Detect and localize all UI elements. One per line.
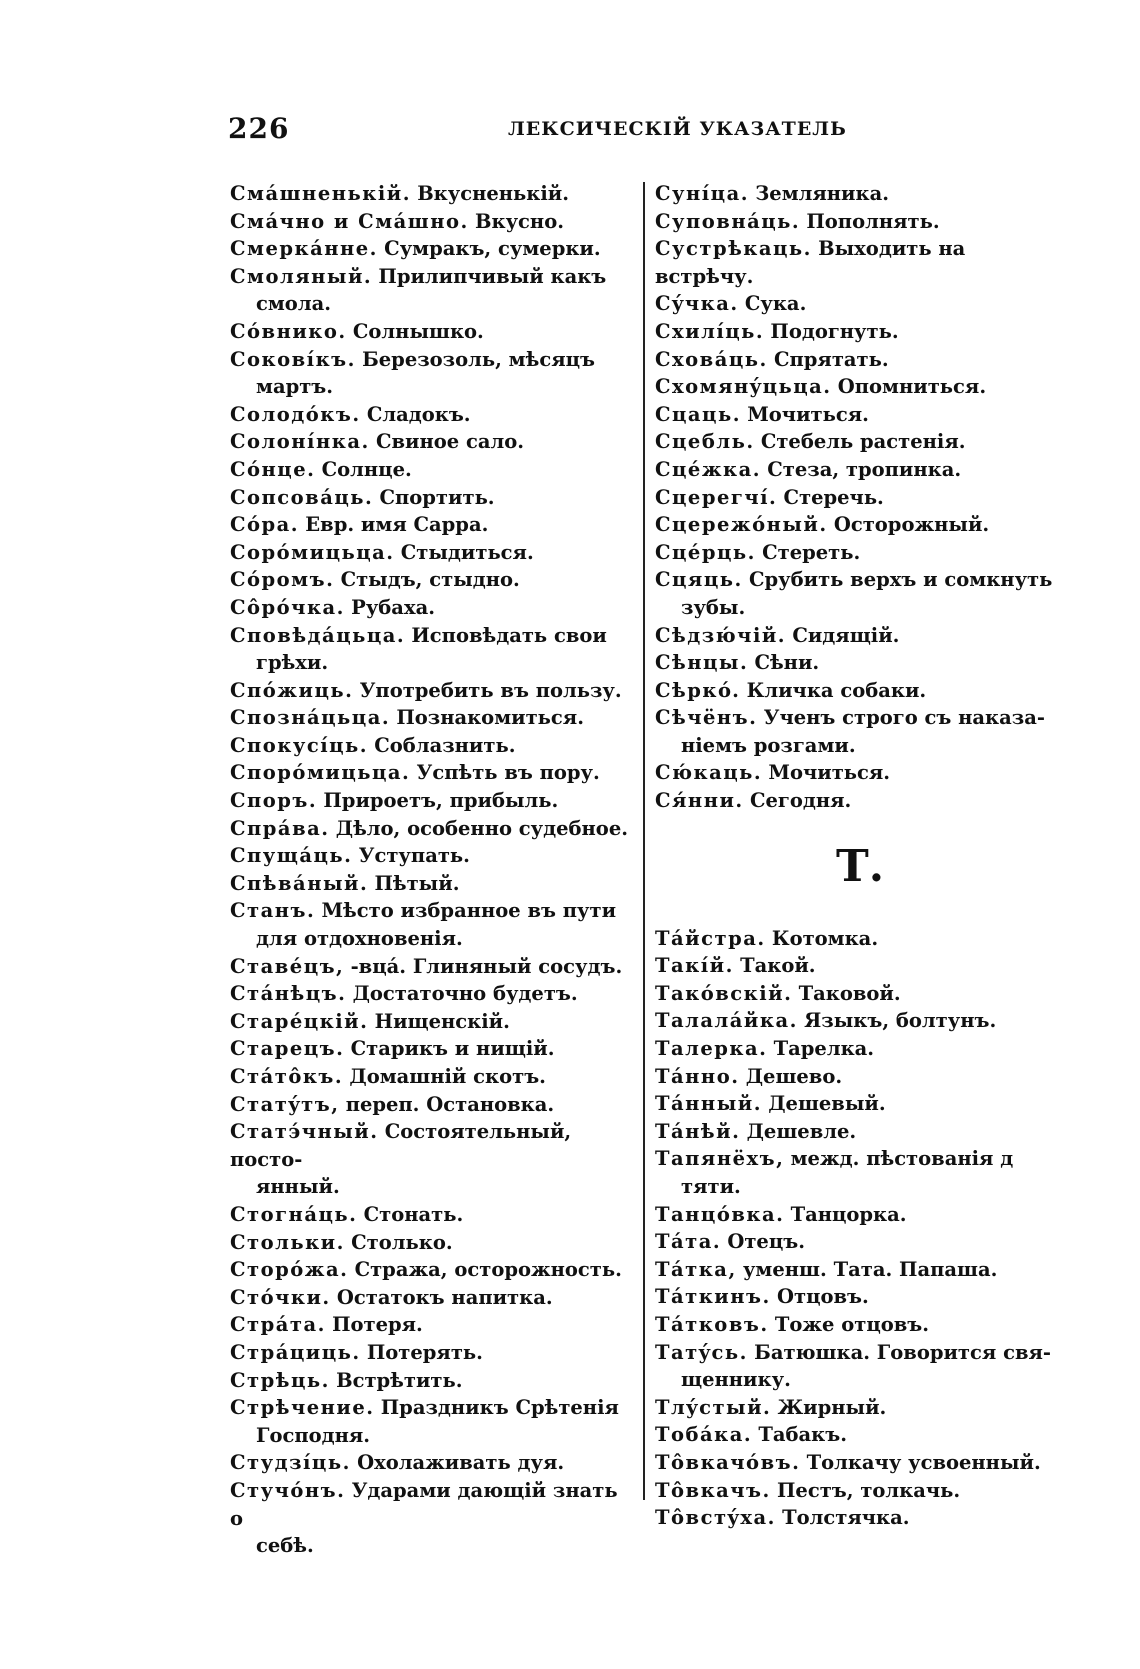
- entry-definition: Отецъ.: [727, 1230, 805, 1254]
- entry-headword: Спорóмицьца.: [230, 761, 411, 785]
- dictionary-entry: [230, 953, 630, 981]
- entry-definition: Сегодня.: [749, 789, 852, 813]
- entry-definition: Толстячка.: [782, 1506, 910, 1530]
- dictionary-entry: [655, 235, 1065, 290]
- entry-definition: Потерять.: [366, 1340, 483, 1364]
- entry-definition: Стыдъ, стыдно.: [340, 568, 520, 592]
- entry-definition: Таковой.: [798, 981, 901, 1005]
- dictionary-entry: [230, 759, 630, 787]
- entry-headword: Тáнный.: [655, 1092, 762, 1116]
- dictionary-entry: [230, 1118, 630, 1173]
- dictionary-entry: [655, 732, 1065, 760]
- entry-definition: янный.: [256, 1175, 340, 1199]
- dictionary-entry: [655, 290, 1065, 318]
- dictionary-entry: [230, 842, 630, 870]
- dictionary-entry: [230, 1367, 630, 1395]
- entry-headword: Талалáйка.: [655, 1009, 798, 1033]
- dictionary-entry: [230, 622, 630, 650]
- entry-headword: Тáта.: [655, 1230, 722, 1254]
- entry-definition: Соблазнить.: [374, 733, 516, 757]
- entry-definition: Языкъ, болтунъ.: [804, 1009, 997, 1033]
- dictionary-entry: [230, 1035, 630, 1063]
- right-column-t-entries: [655, 925, 1065, 1532]
- entry-headword: Старецъ.: [230, 1037, 345, 1061]
- dictionary-entry: [230, 180, 630, 208]
- entry-headword: Сóнце.: [230, 457, 316, 481]
- entry-definition: Сладокъ.: [366, 402, 471, 426]
- dictionary-entry: [655, 1228, 1065, 1256]
- entry-headword: Соковíкъ.: [230, 347, 356, 371]
- entry-definition: Тарелка.: [773, 1037, 875, 1061]
- entry-headword: Сѣчёнъ.: [655, 706, 758, 730]
- dictionary-entry: [655, 1007, 1065, 1035]
- dictionary-entry: [230, 732, 630, 760]
- left-column: [230, 180, 630, 1560]
- entry-definition: Мочиться.: [747, 402, 869, 426]
- dictionary-entry: [655, 1201, 1065, 1229]
- entry-headword: Сцерегчí.: [655, 485, 778, 509]
- entry-headword: Стольки.: [230, 1230, 345, 1254]
- entry-definition: Пестъ, толкачь.: [777, 1478, 961, 1502]
- entry-headword: Сцяць.: [655, 568, 743, 592]
- entry-definition: Уступать.: [358, 844, 470, 868]
- entry-definition: Пополнять.: [806, 209, 940, 233]
- dictionary-entry: [230, 1173, 630, 1201]
- entry-definition: Опомниться.: [837, 375, 987, 399]
- dictionary-entry: [230, 263, 630, 291]
- dictionary-entry: [230, 373, 630, 401]
- dictionary-entry: [655, 1256, 1065, 1284]
- dictionary-entry: [230, 511, 630, 539]
- dictionary-entry: [655, 787, 1065, 815]
- dictionary-entry: [655, 180, 1065, 208]
- entry-headword: Схилíць.: [655, 319, 765, 343]
- entry-headword: Тáтковъ.: [655, 1312, 769, 1336]
- entry-headword: Сцéрць.: [655, 540, 756, 564]
- dictionary-entry: [655, 1504, 1065, 1532]
- dictionary-entry: [230, 870, 630, 898]
- dictionary-entry: [230, 980, 630, 1008]
- entry-headword: Станъ.: [230, 899, 316, 923]
- entry-headword: Сóра.: [230, 513, 300, 537]
- entry-definition: уменш. Тата. Папаша.: [742, 1257, 998, 1281]
- entry-headword: Смеркáнне.: [230, 237, 378, 261]
- entry-definition: Сука.: [744, 292, 807, 316]
- entry-definition: Господня.: [256, 1423, 371, 1447]
- dictionary-entry: [230, 566, 630, 594]
- right-column-s-entries: [655, 180, 1065, 815]
- entry-headword: Сю́каць.: [655, 761, 763, 785]
- entry-headword: Тôвстýха.: [655, 1506, 776, 1530]
- dictionary-entry: [230, 235, 630, 263]
- entry-headword: Сцаць.: [655, 402, 741, 426]
- entry-definition: Ученъ строго съ наказа-: [763, 706, 1045, 730]
- entry-definition: Тоже отцовъ.: [774, 1312, 930, 1336]
- dictionary-entry: [655, 456, 1065, 484]
- entry-headword: Тлýстый.: [655, 1395, 772, 1419]
- page-number: 226: [228, 112, 290, 145]
- entry-headword: Сховáць.: [655, 347, 768, 371]
- dictionary-entry: [230, 925, 630, 953]
- dictionary-entry: [655, 649, 1065, 677]
- dictionary-entry: [655, 484, 1065, 512]
- dictionary-entry: [655, 594, 1065, 622]
- entry-headword: Сѣдзю́чій.: [655, 623, 787, 647]
- entry-definition: Старикъ и нищій.: [350, 1037, 555, 1061]
- entry-definition: Вкусненькій.: [417, 182, 570, 205]
- entry-headword: Стрáта.: [230, 1313, 326, 1337]
- entry-definition: тяти.: [681, 1175, 741, 1198]
- entry-headword: Сýчка.: [655, 292, 739, 316]
- entry-definition: Ударами дающій знать о: [230, 1478, 618, 1530]
- entry-definition: Кличка собаки.: [746, 678, 927, 702]
- dictionary-entry: [230, 456, 630, 484]
- dictionary-entry: [230, 539, 630, 567]
- entry-headword: Стóчки.: [230, 1285, 331, 1309]
- dictionary-entry: [655, 1394, 1065, 1422]
- entry-definition: Мѣсто избранное въ пути: [321, 899, 617, 923]
- entry-definition: щеннику.: [681, 1368, 791, 1392]
- entry-headword: Спознáцьца.: [230, 706, 391, 730]
- entry-headword: Сорóмицьца.: [230, 540, 395, 564]
- entry-definition: Такой.: [740, 954, 816, 978]
- entry-headword: Спѣвáный.: [230, 871, 369, 895]
- dictionary-entry: [655, 1366, 1065, 1394]
- dictionary-entry: [655, 1063, 1065, 1091]
- entry-definition: Достаточно будетъ.: [352, 982, 578, 1006]
- dictionary-entry: [230, 897, 630, 925]
- entry-headword: Сôрóчка.: [230, 595, 345, 619]
- entry-definition: Свиное сало.: [375, 430, 525, 454]
- entry-headword: Спокусíць.: [230, 733, 369, 757]
- entry-definition: Встрѣтить.: [336, 1368, 463, 1392]
- dictionary-entry: [655, 759, 1065, 787]
- entry-headword: Танцóвка.: [655, 1202, 785, 1226]
- entry-headword: Ся́нни.: [655, 789, 744, 813]
- dictionary-entry: [655, 1311, 1065, 1339]
- entry-definition: Успѣть въ пору.: [416, 761, 600, 785]
- dictionary-entry: [230, 1091, 630, 1119]
- dictionary-entry: [655, 704, 1065, 732]
- entry-headword: Старéцкій.: [230, 1009, 369, 1033]
- entry-headword: Тáнно.: [655, 1064, 740, 1088]
- dictionary-entry: [655, 1449, 1065, 1477]
- entry-definition: для отдохновенія.: [256, 927, 463, 951]
- entry-headword: Сóвнико.: [230, 319, 347, 343]
- entry-definition: Стебель растенія.: [760, 430, 966, 454]
- entry-headword: Ставéцъ,: [230, 954, 345, 978]
- entry-headword: Спущáць.: [230, 844, 353, 868]
- dictionary-entry: [230, 649, 630, 677]
- dictionary-entry: [230, 1311, 630, 1339]
- entry-definition: Срубить верхъ и сомкнуть: [748, 568, 1053, 592]
- entry-definition: Стража, осторожность.: [354, 1258, 622, 1282]
- entry-definition: Дешево.: [745, 1064, 843, 1088]
- entry-headword: Стогнáць.: [230, 1202, 358, 1226]
- entry-definition: Столько.: [351, 1230, 453, 1254]
- entry-headword: Смáшненькій.: [230, 182, 411, 205]
- entry-headword: Солонíнка.: [230, 430, 370, 454]
- entry-definition: Пѣтый.: [374, 871, 460, 895]
- entry-definition: Стереть.: [762, 540, 861, 564]
- dictionary-entry: [655, 428, 1065, 456]
- dictionary-entry: [655, 346, 1065, 374]
- entry-definition: Сѣни.: [754, 651, 820, 675]
- entry-definition: Котомка.: [771, 926, 879, 950]
- entry-definition: Стеза, тропинка.: [767, 457, 962, 481]
- dictionary-entry: [655, 1145, 1065, 1173]
- dictionary-entry: [655, 1421, 1065, 1449]
- entry-headword: Сустрѣкаць.: [655, 237, 812, 261]
- entry-headword: Тáнѣй.: [655, 1119, 741, 1143]
- dictionary-entry: [230, 815, 630, 843]
- entry-headword: Тáткинъ.: [655, 1285, 771, 1309]
- dictionary-entry: [230, 1256, 630, 1284]
- entry-definition: Евр. имя Сарра.: [305, 513, 489, 537]
- entry-headword: Стрáциць.: [230, 1340, 361, 1364]
- dictionary-entry: [655, 1339, 1065, 1367]
- entry-definition: Подогнуть.: [770, 319, 899, 343]
- entry-headword: Суповнáць.: [655, 209, 801, 233]
- entry-headword: Стучóнъ.: [230, 1478, 346, 1502]
- dictionary-entry: [230, 428, 630, 456]
- entry-definition: Нищенскій.: [374, 1009, 510, 1033]
- dictionary-entry: [230, 1422, 630, 1450]
- entry-definition: Сумракъ, сумерки.: [384, 237, 601, 261]
- entry-definition: Мочиться.: [768, 761, 891, 785]
- entry-definition: -вцá. Глиняный сосудъ.: [350, 954, 623, 978]
- dictionary-entry: [655, 539, 1065, 567]
- entry-definition: Прилипчивый какъ: [378, 264, 607, 288]
- entry-headword: Солодóкъ.: [230, 402, 361, 426]
- entry-definition: мартъ.: [256, 375, 334, 399]
- dictionary-entry: [230, 1229, 630, 1257]
- dictionary-entry: [655, 677, 1065, 705]
- letter-heading: Т.: [835, 840, 885, 892]
- entry-definition: Исповѣдать свои: [411, 623, 607, 647]
- entry-headword: Сóромъ.: [230, 568, 335, 592]
- dictionary-entry: [655, 401, 1065, 429]
- dictionary-entry: [230, 594, 630, 622]
- dictionary-entry: [655, 511, 1065, 539]
- dictionary-entry: [230, 1339, 630, 1367]
- dictionary-entry: [230, 704, 630, 732]
- entry-definition: Прироетъ, прибыль.: [323, 789, 559, 813]
- dictionary-entry: [230, 677, 630, 705]
- entry-definition: ніемъ розгами.: [681, 733, 856, 757]
- dictionary-entry: [230, 484, 630, 512]
- entry-definition: Стеречь.: [783, 485, 884, 509]
- dictionary-entry: [655, 952, 1065, 980]
- entry-definition: Березозоль, мѣсяцъ: [362, 347, 595, 371]
- entry-headword: Сѣркó.: [655, 678, 741, 702]
- dictionary-entry: [655, 1090, 1065, 1118]
- entry-definition: Солнышко.: [352, 319, 484, 343]
- entry-definition: Дѣло, особенно судебное.: [335, 816, 629, 840]
- right-column: [655, 180, 1065, 1532]
- entry-definition: Толкачу усвоенный.: [806, 1450, 1041, 1474]
- entry-headword: Статэ́чный.: [230, 1120, 379, 1144]
- entry-headword: Сѣнцы.: [655, 651, 749, 675]
- entry-headword: Тобáка.: [655, 1423, 753, 1447]
- dictionary-entry: [230, 290, 630, 318]
- entry-headword: Спрáва.: [230, 816, 330, 840]
- entry-headword: Сцебль.: [655, 430, 755, 454]
- dictionary-entry: [230, 1284, 630, 1312]
- entry-headword: Смоляный.: [230, 264, 373, 288]
- entry-definition: Танцорка.: [790, 1202, 907, 1226]
- entry-definition: Солнце.: [321, 457, 412, 481]
- entry-headword: Смáчно и Смáшно.: [230, 209, 469, 233]
- dictionary-entry: [655, 318, 1065, 346]
- entry-headword: Студзíць.: [230, 1451, 351, 1475]
- entry-definition: Остатокъ напитка.: [336, 1285, 553, 1309]
- dictionary-entry: [230, 318, 630, 346]
- entry-headword: Стрѣчение.: [230, 1396, 375, 1420]
- dictionary-entry: [655, 1477, 1065, 1505]
- entry-headword: Тáтка,: [655, 1257, 737, 1281]
- entry-definition: Табакъ.: [758, 1423, 847, 1447]
- entry-headword: Схомянýцьца.: [655, 375, 832, 399]
- entry-definition: зубы.: [681, 595, 746, 619]
- entry-definition: Осторожный.: [833, 513, 990, 537]
- dictionary-entry: [655, 622, 1065, 650]
- entry-definition: Состоятельный, посто-: [230, 1120, 572, 1171]
- entry-headword: Тапянёхъ,: [655, 1147, 785, 1171]
- dictionary-entry: [655, 208, 1065, 236]
- entry-definition: Спортить.: [379, 485, 495, 509]
- column-divider: [643, 182, 645, 1500]
- entry-definition: Спрятать.: [773, 347, 889, 371]
- entry-definition: Дешевый.: [768, 1092, 886, 1116]
- entry-definition: грѣхи.: [256, 651, 329, 675]
- entry-definition: межд. пѣстованія д: [790, 1147, 1014, 1171]
- entry-headword: Такíй.: [655, 954, 734, 978]
- entry-definition: смола.: [256, 292, 331, 316]
- entry-headword: Тôвкачóвъ.: [655, 1450, 801, 1474]
- entry-definition: Стыдиться.: [400, 540, 534, 564]
- dictionary-entry: [655, 566, 1065, 594]
- entry-definition: Отцовъ.: [777, 1285, 869, 1309]
- dictionary-entry: [230, 346, 630, 374]
- dictionary-entry: [655, 1173, 1065, 1201]
- entry-headword: Сунíца.: [655, 182, 750, 205]
- entry-definition: Сидящій.: [792, 623, 900, 647]
- dictionary-entry: [230, 1008, 630, 1036]
- dictionary-entry: [655, 980, 1065, 1008]
- entry-headword: Споръ.: [230, 789, 318, 813]
- entry-definition: Дешевле.: [746, 1119, 857, 1143]
- entry-definition: переп. Остановка.: [345, 1092, 555, 1116]
- entry-definition: Стонать.: [363, 1202, 464, 1226]
- dictionary-entry: [655, 1035, 1065, 1063]
- dictionary-entry: [230, 1063, 630, 1091]
- dictionary-entry: [230, 1449, 630, 1477]
- dictionary-entry: [655, 1118, 1065, 1146]
- dictionary-entry: [230, 208, 630, 236]
- entry-definition: Выходить на встрѣчу.: [655, 237, 966, 288]
- dictionary-entry: [655, 373, 1065, 401]
- dictionary-entry: [230, 401, 630, 429]
- entry-headword: Стáнѣцъ.: [230, 982, 347, 1006]
- entry-definition: Домашній скотъ.: [349, 1065, 546, 1088]
- entry-definition: Земляника.: [755, 182, 890, 205]
- entry-definition: себѣ.: [256, 1534, 314, 1558]
- entry-definition: Праздникъ Срѣтенія: [380, 1396, 619, 1420]
- entry-headword: Сопсовáць.: [230, 485, 374, 509]
- entry-definition: Жирный.: [777, 1395, 887, 1419]
- entry-definition: Рубаха.: [351, 595, 435, 619]
- dictionary-entry: [230, 1394, 630, 1422]
- dictionary-entry: [655, 925, 1065, 953]
- entry-headword: Статýтъ,: [230, 1092, 340, 1116]
- entry-headword: Сцережóный.: [655, 513, 828, 537]
- dictionary-entry: [230, 787, 630, 815]
- entry-headword: Тôвкачъ.: [655, 1478, 771, 1502]
- entry-headword: Талерка.: [655, 1037, 768, 1061]
- entry-definition: Охолаживать дуя.: [357, 1451, 565, 1475]
- entry-headword: Стрѣць.: [230, 1368, 330, 1392]
- running-head: ЛЕКСИЧЕСКІЙ УКАЗАТЕЛЬ: [508, 118, 847, 140]
- entry-headword: Стáтôкъ.: [230, 1065, 344, 1088]
- entry-definition: Употребить въ пользу.: [359, 678, 622, 702]
- dictionary-entry: [230, 1201, 630, 1229]
- entry-headword: Такóвскій.: [655, 981, 793, 1005]
- dictionary-entry: [655, 1283, 1065, 1311]
- entry-headword: Тáйстра.: [655, 926, 766, 950]
- dictionary-entry: [230, 1532, 630, 1560]
- dictionary-entry: [230, 1477, 630, 1532]
- entry-headword: Сторóжа.: [230, 1258, 349, 1282]
- entry-headword: Сповѣдáцьца.: [230, 623, 406, 647]
- entry-headword: Спóжиць.: [230, 678, 354, 702]
- entry-definition: Потеря.: [332, 1313, 423, 1337]
- entry-definition: Вкусно.: [475, 209, 565, 233]
- entry-headword: Татýсь.: [655, 1340, 748, 1364]
- entry-definition: Батюшка. Говорится свя-: [754, 1340, 1051, 1364]
- entry-definition: Познакомиться.: [396, 706, 584, 730]
- entry-headword: Сцéжка.: [655, 457, 762, 481]
